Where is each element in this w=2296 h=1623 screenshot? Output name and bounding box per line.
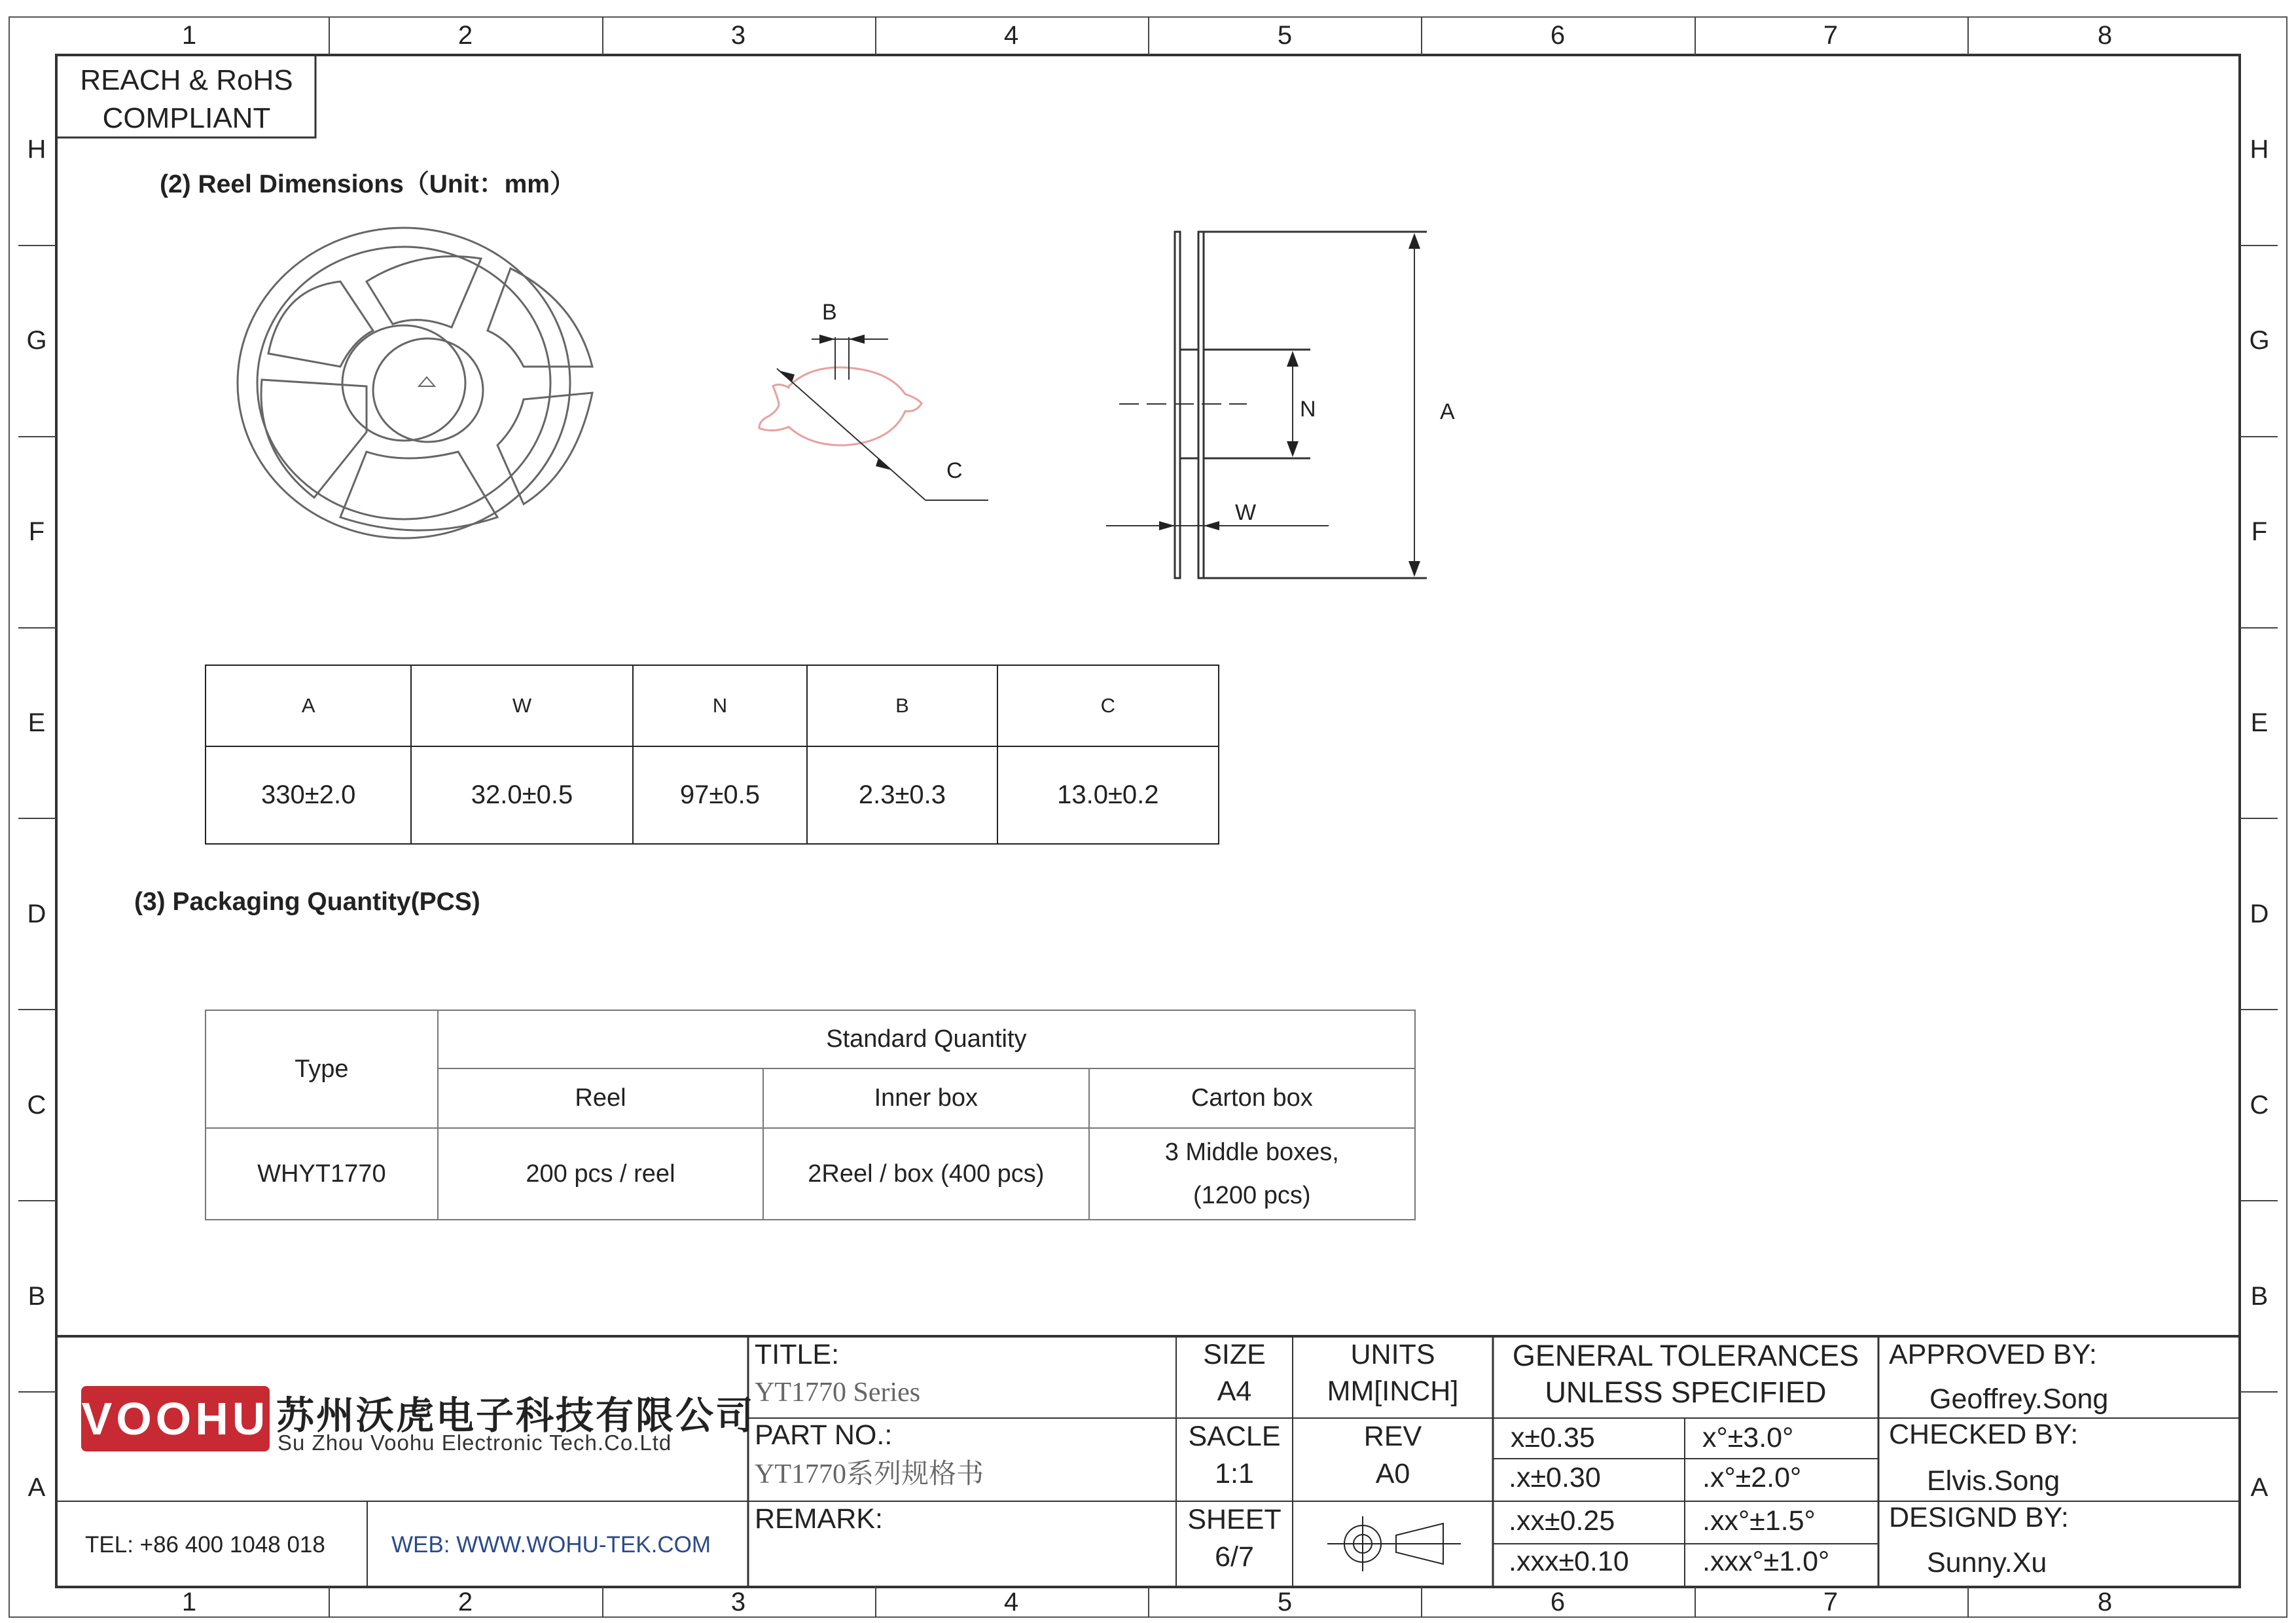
column-label: 6 bbox=[1550, 1588, 1566, 1616]
website-link[interactable]: WEB: WWW.WOHU-TEK.COM bbox=[391, 1532, 711, 1558]
column-label: 2 bbox=[457, 1588, 473, 1616]
part-no-value: YT1770系列规格书 bbox=[755, 1459, 984, 1489]
reel-front-view bbox=[238, 228, 592, 538]
tolerance-linear: .xxx±0.10 bbox=[1509, 1546, 1629, 1577]
approved-by-value: Geoffrey.Song bbox=[1929, 1383, 2109, 1415]
carton-box-qty-cell bbox=[1089, 1128, 1415, 1220]
column-label: 5 bbox=[1277, 21, 1293, 50]
carton-box-header: Carton box bbox=[1089, 1068, 1415, 1128]
carton-line: (1200 pcs) bbox=[1193, 1182, 1311, 1209]
table-cell: 2.3±0.3 bbox=[807, 746, 997, 844]
row-label: B bbox=[2250, 1282, 2269, 1311]
compliance-box bbox=[59, 62, 314, 137]
tolerance-linear: .x±0.30 bbox=[1509, 1462, 1601, 1493]
rev-value: A0 bbox=[1375, 1458, 1410, 1489]
row-label: D bbox=[27, 900, 46, 928]
dim-label-w: W bbox=[1235, 500, 1257, 525]
column-label: 8 bbox=[2097, 21, 2113, 50]
column-label: 2 bbox=[457, 21, 473, 50]
type-cell: WHYT1770 bbox=[206, 1128, 438, 1220]
inner-box-header: Inner box bbox=[763, 1068, 1088, 1128]
row-label: B bbox=[27, 1282, 46, 1311]
row-label: C bbox=[2250, 1091, 2269, 1120]
table-header-cell: W bbox=[411, 665, 632, 746]
title-label: TITLE: bbox=[755, 1339, 840, 1370]
company-name-cn: 苏州沃虎电子科技有限公司 bbox=[276, 1395, 756, 1437]
row-label: G bbox=[2249, 326, 2270, 355]
dim-label-n: N bbox=[1300, 397, 1316, 422]
size-value: A4 bbox=[1217, 1376, 1252, 1407]
dim-label-b: B bbox=[822, 300, 837, 325]
units-value: MM[INCH] bbox=[1327, 1376, 1459, 1407]
column-label: 5 bbox=[1277, 1588, 1293, 1616]
checked-by-value: Elvis.Song bbox=[1927, 1465, 2060, 1497]
projection-symbol bbox=[1327, 1516, 1461, 1571]
row-label: D bbox=[2250, 900, 2269, 928]
column-label: 7 bbox=[1823, 21, 1839, 50]
table-cell: 330±2.0 bbox=[206, 746, 411, 844]
column-label: 3 bbox=[730, 1588, 746, 1616]
table-cell: 13.0±0.2 bbox=[997, 746, 1219, 844]
table-cell: 32.0±0.5 bbox=[411, 746, 632, 844]
tolerance-angular: x°±3.0° bbox=[1702, 1422, 1794, 1453]
table-row bbox=[206, 1128, 1415, 1220]
sheet-label: SHEET bbox=[1187, 1504, 1282, 1535]
table-header-row bbox=[206, 665, 1219, 746]
reel-dimensions-title: (2) Reel Dimensions（Unit：mm） bbox=[160, 170, 575, 198]
standard-quantity-header: Standard Quantity bbox=[438, 1010, 1415, 1068]
row-label: H bbox=[2250, 135, 2269, 164]
dim-label-a: A bbox=[1440, 399, 1455, 424]
size-label: SIZE bbox=[1203, 1339, 1266, 1370]
packaging-table bbox=[205, 1010, 1416, 1220]
dim-label-c: C bbox=[946, 458, 963, 483]
approved-by-label: APPROVED BY: bbox=[1889, 1339, 2097, 1370]
table-cell: 97±0.5 bbox=[633, 746, 808, 844]
column-label: 6 bbox=[1550, 21, 1566, 50]
reel-side-view bbox=[1106, 232, 1427, 578]
company-logo: VOOHU bbox=[81, 1386, 270, 1451]
tolerance-angular: .x°±2.0° bbox=[1702, 1462, 1802, 1493]
scale-label: SACLE bbox=[1188, 1421, 1281, 1452]
company-name-en: Su Zhou Voohu Electronic Tech.Co.Ltd bbox=[278, 1431, 672, 1455]
row-label: F bbox=[28, 517, 45, 546]
scale-value: 1:1 bbox=[1215, 1458, 1254, 1489]
row-label: C bbox=[27, 1091, 46, 1120]
column-label: 4 bbox=[1003, 21, 1019, 50]
column-label: 7 bbox=[1823, 1588, 1839, 1616]
column-label: 8 bbox=[2097, 1588, 2113, 1616]
rev-label: REV bbox=[1363, 1421, 1422, 1452]
row-label: G bbox=[26, 326, 47, 355]
row-label: H bbox=[27, 135, 46, 164]
title-value: YT1770 Series bbox=[755, 1377, 921, 1408]
row-label: A bbox=[27, 1473, 46, 1502]
table-header-cell: N bbox=[633, 665, 808, 746]
packaging-quantity-title: (3) Packaging Quantity(PCS) bbox=[134, 888, 480, 916]
designed-by-label: DESIGND BY: bbox=[1889, 1502, 2069, 1533]
reel-qty-cell: 200 pcs / reel bbox=[438, 1128, 763, 1220]
type-header: Type bbox=[206, 1010, 438, 1128]
row-label: F bbox=[2251, 517, 2268, 546]
tolerance-angular: .xxx°±1.0° bbox=[1702, 1546, 1830, 1577]
compliance-line: COMPLIANT bbox=[102, 102, 271, 134]
row-label: A bbox=[2250, 1473, 2269, 1502]
compliance-line: REACH & RoHS bbox=[80, 64, 293, 96]
inner-box-qty-cell: 2Reel / box (400 pcs) bbox=[763, 1128, 1088, 1220]
table-row bbox=[206, 746, 1219, 844]
column-label: 1 bbox=[181, 21, 197, 50]
tolerance-linear: .xx±0.25 bbox=[1509, 1505, 1615, 1537]
sheet-value: 6/7 bbox=[1215, 1541, 1254, 1573]
designed-by-value: Sunny.Xu bbox=[1927, 1547, 2047, 1578]
units-label: UNITS bbox=[1350, 1339, 1435, 1370]
tolerances-heading: GENERAL TOLERANCES bbox=[1512, 1339, 1859, 1372]
table-header-cell: C bbox=[997, 665, 1219, 746]
checked-by-label: CHECKED BY: bbox=[1889, 1419, 2079, 1450]
row-label: E bbox=[2250, 708, 2269, 737]
reel-header: Reel bbox=[438, 1068, 763, 1128]
dimension-table bbox=[205, 665, 1219, 845]
row-label: E bbox=[27, 708, 46, 737]
telephone: TEL: +86 400 1048 018 bbox=[85, 1532, 325, 1558]
part-no-label: PART NO.: bbox=[755, 1419, 893, 1451]
table-header-cell: A bbox=[206, 665, 411, 746]
tolerances-subheading: UNLESS SPECIFIED bbox=[1545, 1376, 1827, 1409]
column-label: 4 bbox=[1003, 1588, 1019, 1616]
carton-line: 3 Middle boxes, bbox=[1164, 1139, 1339, 1166]
title-block-frame bbox=[56, 1336, 2240, 1587]
tolerance-linear: x±0.35 bbox=[1511, 1422, 1595, 1453]
remark-label: REMARK: bbox=[755, 1503, 883, 1535]
tolerance-angular: .xx°±1.5° bbox=[1702, 1505, 1816, 1537]
column-label: 3 bbox=[730, 21, 746, 50]
column-label: 1 bbox=[181, 1588, 197, 1616]
table-header-cell: B bbox=[807, 665, 997, 746]
